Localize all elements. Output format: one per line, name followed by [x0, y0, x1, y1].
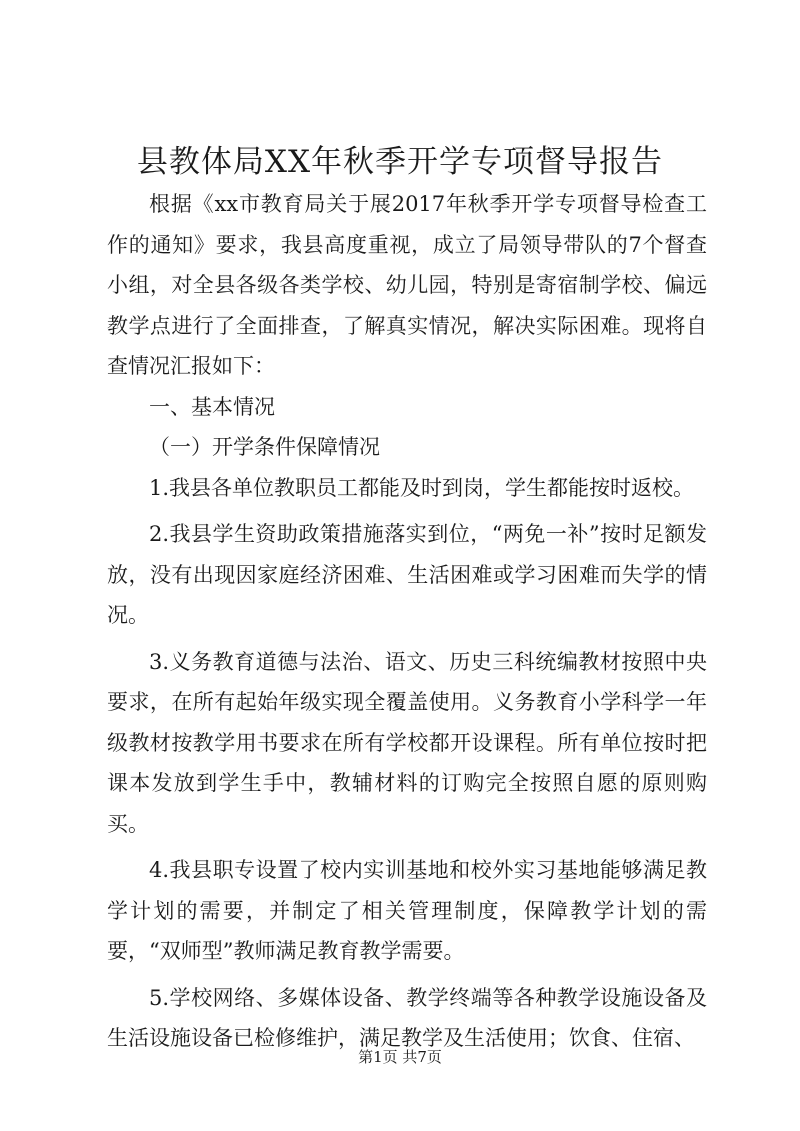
paragraph-item-3: 3.义务教育道德与法治、语文、历史三科统编教材按照中央要求，在所有起始年级实现全覆盖使用。义务教育小学科学一年级教材按教学用书要求在所有学校都开设课程。所有单位按时把课本发放到学生手中，教辅材料的订购完全按照自愿的原则购买。 [107, 649, 707, 836]
subsection-heading-conditions: （一）开学条件保障情况 [149, 435, 380, 459]
document-title: 县教体局XX年秋季开学专项督导报告 [136, 144, 664, 180]
paragraph-intro: 根据《xx市教育局关于展2017年秋季开学专项督导检查工作的通知》要求，我县高度重视，成立了局领导带队的7个督查小组，对全县各级各类学校、幼儿园，特别是寄宿制学校、偏远教学点进行了全面排查，了解真实情况，解决实际困难。现将自查情况汇报如下： [107, 192, 707, 378]
paragraph-item-4: 4.我县职专设置了校内实训基地和校外实习基地能够满足教学计划的需要，并制定了相关管理制度，保障教学计划的需要，“双师型”教师满足教育教学需要。 [107, 858, 707, 963]
page-number-footer: 第1页 共7页 [358, 1048, 442, 1066]
document-body [107, 184, 707, 1059]
paragraph-item-2: 2.我县学生资助政策措施落实到位，“两免一补”按时足额发放，没有出现因家庭经济困难、生活困难或学习困难而失学的情况。 [107, 522, 707, 627]
paragraph-item-1: 1.我县各单位教职员工都能及时到岗，学生都能按时返校。 [149, 475, 695, 500]
section-heading-basic-situation: 一、基本情况 [149, 394, 275, 419]
paragraph-item-5: 5.学校网络、多媒体设备、教学终端等各种教学设施设备及生活设施设备已检修维护，满足教学及生活使用；饮食、住宿、 [107, 985, 707, 1050]
